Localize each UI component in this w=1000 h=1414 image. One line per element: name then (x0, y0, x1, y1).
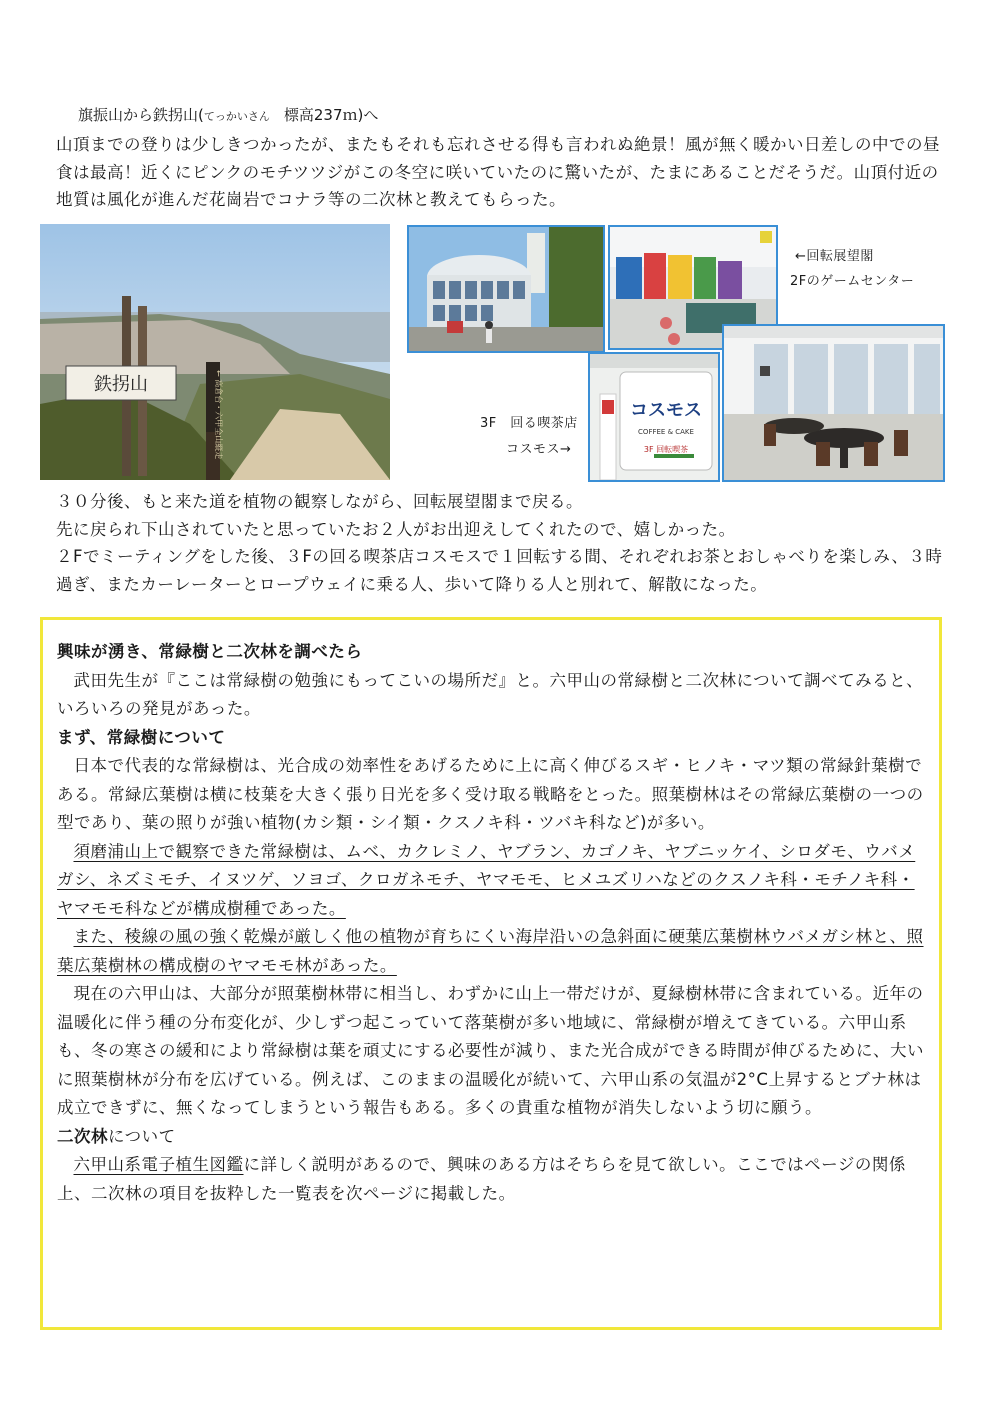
caption-observatory: ←回転展望閣 (795, 249, 874, 264)
research-content (57, 638, 929, 1208)
secondary-p1-text: に詳しく説明があるので、興味のある方はそちらを見て欲しい。ここではページの関係上、二次林の項目を抜粋した一覧表を次ページに掲載した。 (57, 1155, 906, 1203)
cafe-sign-sub: COFFEE & CAKE (638, 428, 694, 436)
research-heading: 興味が湧き、常緑樹と二次林を調べたら (57, 642, 363, 661)
cafe-interior-photo (722, 324, 945, 482)
return-line-2: 先に戻られ下山されていたと思っていたお２人がお出迎えしてくれたので、嬉しかった。 (56, 519, 736, 539)
caption-cafe-line2: コスモス→ (506, 442, 572, 457)
research-box (40, 617, 942, 1330)
secondary-p1 (57, 1151, 929, 1208)
caption-game-center: 2Fのゲームセンター (790, 274, 915, 289)
evergreen-prefix: まず、 (57, 727, 107, 747)
summit-photo (40, 224, 390, 480)
return-line-3: ２Fでミーティングをした後、３Fの回る喫茶店コスモスで１回転する間、それぞれお茶とおしゃべりを楽しみ、３時過ぎ、またカーレーターとロープウェイに乗る人、歩いて降りる人と別れて、解散になった。 (56, 547, 943, 594)
cafe-sign-name: コスモス (630, 400, 702, 421)
evergreen-subheading (57, 724, 929, 753)
title-main: 旗振山から鉄拐山( (78, 106, 204, 124)
title-reading: てっかいさん (203, 110, 270, 123)
return-line-1: ３０分後、もと来た道を植物の観察しながら、回転展望閣まで戻る。 (56, 492, 583, 511)
section-return (56, 488, 946, 598)
evergreen-title: 常緑樹について (106, 727, 226, 747)
research-intro: 武田先生が『ここは常緑樹の勉強にもってこいの場所だ』と。六甲山の常緑樹と二次林について調べてみると、いろいろの発見があった。 (57, 670, 924, 718)
observatory-photo (407, 225, 605, 353)
evergreen-p2-text: 須磨浦山上で観察できた常緑樹は、ムベ、カクレミノ、ヤブラン、カゴノキ、ヤブニッケイ、シロダモ、ウバメガシ、ネズミモチ、イヌツゲ、ソヨゴ、クロガネモチ、ヤマモモ、ヒメユズリハなどのクスノキ科・モチノキ科・ヤマモモ科などが構成樹種であった。 (57, 841, 916, 918)
caption-cafe-line1: 3F 回る喫茶店 (480, 416, 578, 431)
vegetation-guide-link[interactable]: 六甲山系電子植生図鑑 (73, 1155, 244, 1174)
trail-post-text: ← 高倉台・六甲全山縦走 (214, 370, 223, 460)
secondary-title: 二次林 (57, 1126, 108, 1146)
evergreen-p3-text: また、稜線の風の強く乾燥が厳しく他の植物が育ちにくい海岸沿いの急斜面に硬葉広葉樹林ウバメガシ林と、照葉広葉樹林の構成樹のヤマモモ林があった。 (57, 927, 924, 975)
secondary-title-rest: について (108, 1126, 176, 1146)
evergreen-p4: 現在の六甲山は、大部分が照葉樹林帯に相当し、わずかに山上一帯だけが、夏緑樹林帯に含まれている。近年の温暖化に伴う種の分布変化が、少しずつ起こっていて落葉樹が多い地域に、常緑樹が増えてきている。六甲山系も、冬の寒さの緩和により常緑樹は葉を頑丈にする必要性が減り、また光合成ができる時間が伸びるために、大いに照葉樹林が分布を広げている。例えば、このままの温暖化が続いて、六甲山系の気温が2°C上昇するとブナ林は成立できずに、無くなってしまうという報告もある。多くの貴重な植物が消失しないよう切に願う。 (57, 984, 924, 1117)
cafe-sign-floor: 3F 回転喫茶 (643, 445, 689, 454)
evergreen-p1: 日本で代表的な常緑樹は、光合成の効率性をあげるために上に高く伸びるスギ・ヒノキ・マツ類の常緑針葉樹である。常緑広葉樹は横に枝葉を大きく張り日光を多く受け取る戦略をとった。照葉樹林はその常緑広葉樹の一つの型であり、葉の照りが強い植物(カシ類・シイ類・クスノキ科・ツバキ科など)が多い。 (57, 756, 924, 832)
evergreen-p2 (57, 838, 929, 924)
evergreen-p3 (57, 923, 929, 980)
summit-sign-text: 鉄拐山 (94, 374, 148, 395)
cafe-sign-photo (588, 352, 720, 482)
intro-paragraph: 山頂までの登りは少しきつかったが、またもそれも忘れさせる得も言われぬ絶景！風が無く暖かい日差しの中での昼食は最高！近くにピンクのモチツツジがこの冬空に咲いていたのに驚いたが、たまにあることだそうだ。山頂付近の地質は風化が進んだ花崗岩でコナラ等の二次林と教えてもらった。 (56, 135, 940, 209)
title-elevation: 標高237ｍ)へ (283, 106, 379, 124)
secondary-subheading (57, 1123, 929, 1152)
section-title (78, 104, 378, 125)
